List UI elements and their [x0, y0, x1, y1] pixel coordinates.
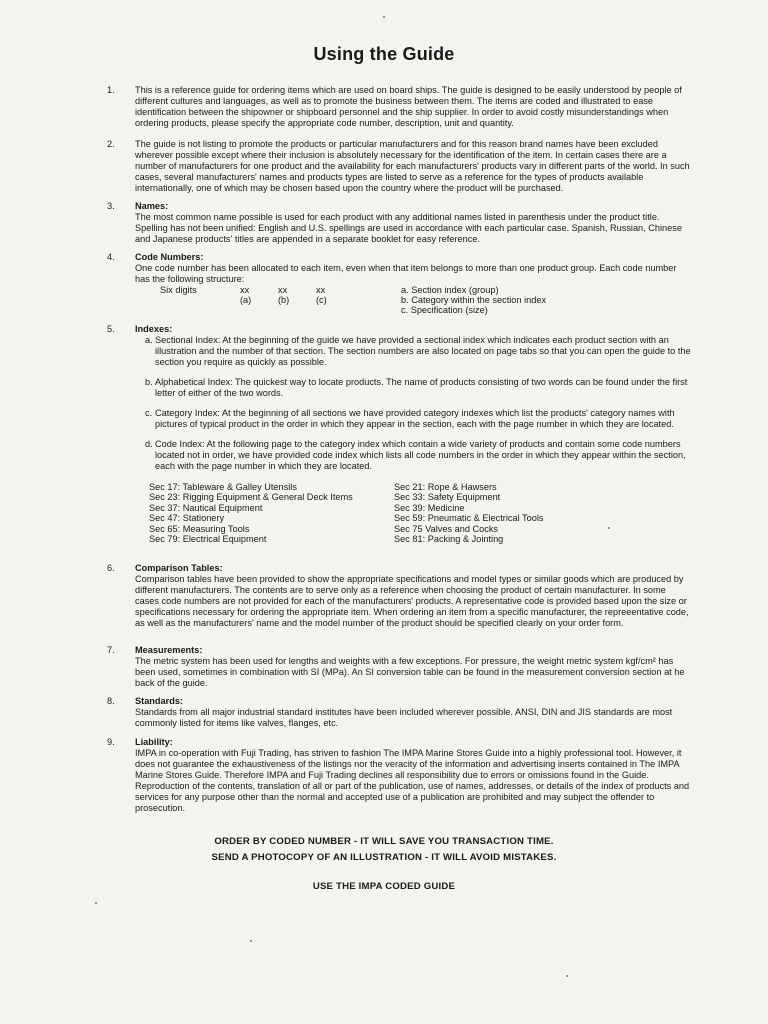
code-structure-row: c. Specification (size): [401, 305, 488, 315]
section-number: 1.: [107, 85, 115, 95]
section-list-item: Sec 21: Rope & Hawsers: [394, 482, 497, 492]
section-heading: Measurements:: [135, 645, 203, 655]
section-number: 2.: [107, 139, 115, 149]
section-measurements: [107, 645, 692, 689]
section-list-item: Sec 37: Nautical Equipment: [149, 502, 263, 513]
footer-line-use-guide: USE THE IMPA CODED GUIDE: [312, 881, 456, 892]
section-list-item: Sec 33: Safety Equipment: [394, 492, 501, 503]
section-list-item: Sec 23: Rigging Equipment & General Deck Items: [149, 492, 353, 503]
section-number: 9.: [107, 737, 115, 747]
section-indexes: [107, 324, 692, 544]
index-a-text: Sectional Index: At the beginning of the guide we have provided a sectional index which indicates each product section with an illustration and the number of that section. The section numbers are also located on page tabs so that you can open the guide to the section you require as quickly as possible.: [155, 335, 691, 367]
index-d-text: Code Index: At the following page to the category index which contain a wide variety of products and contain some code numbers located not in order, we have provided code index which lists all code numbers in the order in which they appear within the section, each with the page number in which they are located.: [155, 439, 686, 471]
section-number: 8.: [107, 696, 115, 706]
page-title: Using the Guide: [313, 44, 455, 64]
section-text: This is a reference guide for ordering items which are used on board ships. The guide is designed to be easily understood by people of different cultures and languages, as well as to promote the business between them. The items are coded and illustrated to ease identification between the shipowner or shipboard personnel and the ship supplier. In order to avoid costly misunderstandings when ordering products, please specify the appropriate code number, description, unit and quantity.: [135, 85, 682, 128]
index-c-text: Category Index: At the beginning of all sections we have provided category indexes which list the products' category names with pictures of typical product in the order in which they appear in the section, each with the page number in which they are located.: [155, 408, 675, 429]
section-2: [107, 139, 692, 194]
section-heading: Code Numbers:: [135, 252, 204, 262]
scan-speck: [95, 902, 97, 904]
section-number: 5.: [107, 324, 115, 334]
section-heading: Standards:: [135, 696, 183, 706]
section-text: Comparison tables have been provided to show the appropriate specifications and model types or similar goods which are produced by different manufacturers. The contents are to serve only as a reference when choosing the product of certain manufacturer. In some cases code numbers are not provided for each of the manufacturers' products. A representative code is provided based upon the size or specifications necessary for ordering the appropriate item. When ordering an item from a specific manufacturer, the repreeentative code, as well as the manufacturers' name and the model number of the product should be specified clearly on your order form.: [135, 574, 689, 628]
section-list: [149, 482, 692, 544]
section-text: The metric system has been used for lengths and weights with a few exceptions. For pressure, the weight metric system kgf/cm² has been used, sometimes in combination with SI (MPa). An SI conversion table can be found in the measurement conversion section at he back of the guide.: [135, 656, 685, 688]
section-list-item: Sec 59: Pneumatic & Electrical Tools: [394, 513, 544, 524]
section-list-item: Sec 75 Valves and Cocks: [394, 523, 499, 534]
section-list-item: Sec 39: Medicine: [394, 502, 465, 513]
section-number: 4.: [107, 252, 115, 262]
section-list-item: Sec 65: Measuring Tools: [149, 523, 250, 534]
section-1: [107, 85, 692, 129]
code-structure-row: Six digits xx xx xx a. Section index (group): [160, 285, 499, 295]
section-heading: Liability:: [135, 737, 173, 747]
section-text: Standards from all major industrial standard institutes have been included wherever possible. ANSI, DIN and JIS standards are most commonly listed for items like valves, flanges, etc.: [135, 707, 673, 728]
footer-line-photocopy: SEND A PHOTOCOPY OF AN ILLUSTRATION - IT WILL AVOID MISTAKES.: [211, 852, 557, 863]
scan-speck: [383, 16, 385, 18]
index-b: b. Alphabetical Index: The quickest way to locate products. The name of products consisting of two words can be found under the first letter of either of the two words.: [145, 377, 692, 399]
section-text: IMPA in co-operation with Fuji Trading, has striven to fashion The IMPA Marine Stores Guide into a highly professional tool. However, it does not guarantee the exhaustiveness of the listings nor the veracity of the information and advertising inserts contained in The IMPA Marine Stores Guide. Therefore IMPA and Fuji Trading declines all responsibility due to errors or omissions found in the Guide. Reproduction of the contents, translation of all or part of the publication, use of names, addresses, or details of the index of products and services for any purpose other than the normal and accepted use of a publication are prohibited and may subject the offender to prosecution.: [135, 748, 690, 813]
index-d: d. Code Index: At the following page to the category index which contain a wide variety of products and contain some code numbers located not in order, we have provided code index which lists all code numbers in the order in which they appear within the section, each with the page number in which they are located.: [145, 439, 692, 472]
index-a: a. Sectional Index: At the beginning of the guide we have provided a sectional index which indicates each product section with an illustration and the number of that section. The section numbers are also located on page tabs so that you can open the guide to the section you require as quickly as possible.: [145, 335, 691, 367]
section-list-item: Sec 81: Packing & Jointing: [394, 534, 504, 545]
code-structure-row: (a) (b) (c) b. Category within the section index: [240, 295, 547, 305]
scan-speck: [250, 940, 252, 942]
section-heading: Names:: [135, 201, 169, 211]
section-number: 7.: [107, 645, 115, 655]
index-b-text: Alphabetical Index: The quickest way to locate products. The name of products consisting of two words can be found under the first letter of either of the two words.: [155, 377, 688, 398]
section-heading: Comparison Tables:: [135, 563, 223, 573]
section-names: [107, 201, 692, 245]
section-heading: Indexes:: [135, 324, 173, 334]
section-number: 6.: [107, 563, 115, 573]
section-text: The guide is not listing to promote the products or particular manufacturers and for this reason brand names have been excluded wherever possible except where their inclusion is absolutely necessary for the identification of the item. In certain cases there are a number of manufacturers for one product and the availability for each manufacturers' products vary in different parts of the world. In such cases, several manufacturers' names and products types are listed to serve as a reference for the types of products available internationally, one of which may be chosen based upon the country where the product will be purchased.: [135, 139, 690, 193]
scan-speck: [566, 975, 568, 977]
section-standards: [107, 696, 692, 729]
section-number: 3.: [107, 201, 115, 211]
section-text: One code number has been allocated to each item, even when that item belongs to more than one product group. Each code number has the following structure:: [135, 263, 677, 284]
section-list-item: Sec 47: Stationery: [149, 513, 225, 524]
index-c: c. Category Index: At the beginning of all sections we have provided category indexes which list the products' category names with pictures of typical product in the order in which they appear in the section, each with the page number in which they are located.: [145, 408, 692, 430]
section-list-item: Sec 79: Electrical Equipment: [149, 534, 267, 545]
section-text: The most common name possible is used for each product with any additional names listed in parenthesis under the product title. Spelling has not been unified: English and U.S. spellings are used in accordance with each particular case. Spanish, Russian, Chinese and Japanese products' titles are appended in a separate booklet for easy reference.: [135, 212, 682, 244]
section-code-numbers: [107, 252, 692, 315]
footer-line-order: ORDER BY CODED NUMBER - IT WILL SAVE YOU TRANSACTION TIME.: [214, 836, 554, 847]
scan-speck: [608, 527, 610, 529]
section-comparison-tables: [107, 563, 692, 629]
section-list-item: Sec 17: Tableware & Galley Utensils: [149, 482, 297, 492]
section-liability: [107, 737, 692, 814]
code-structure-table: [135, 285, 692, 315]
